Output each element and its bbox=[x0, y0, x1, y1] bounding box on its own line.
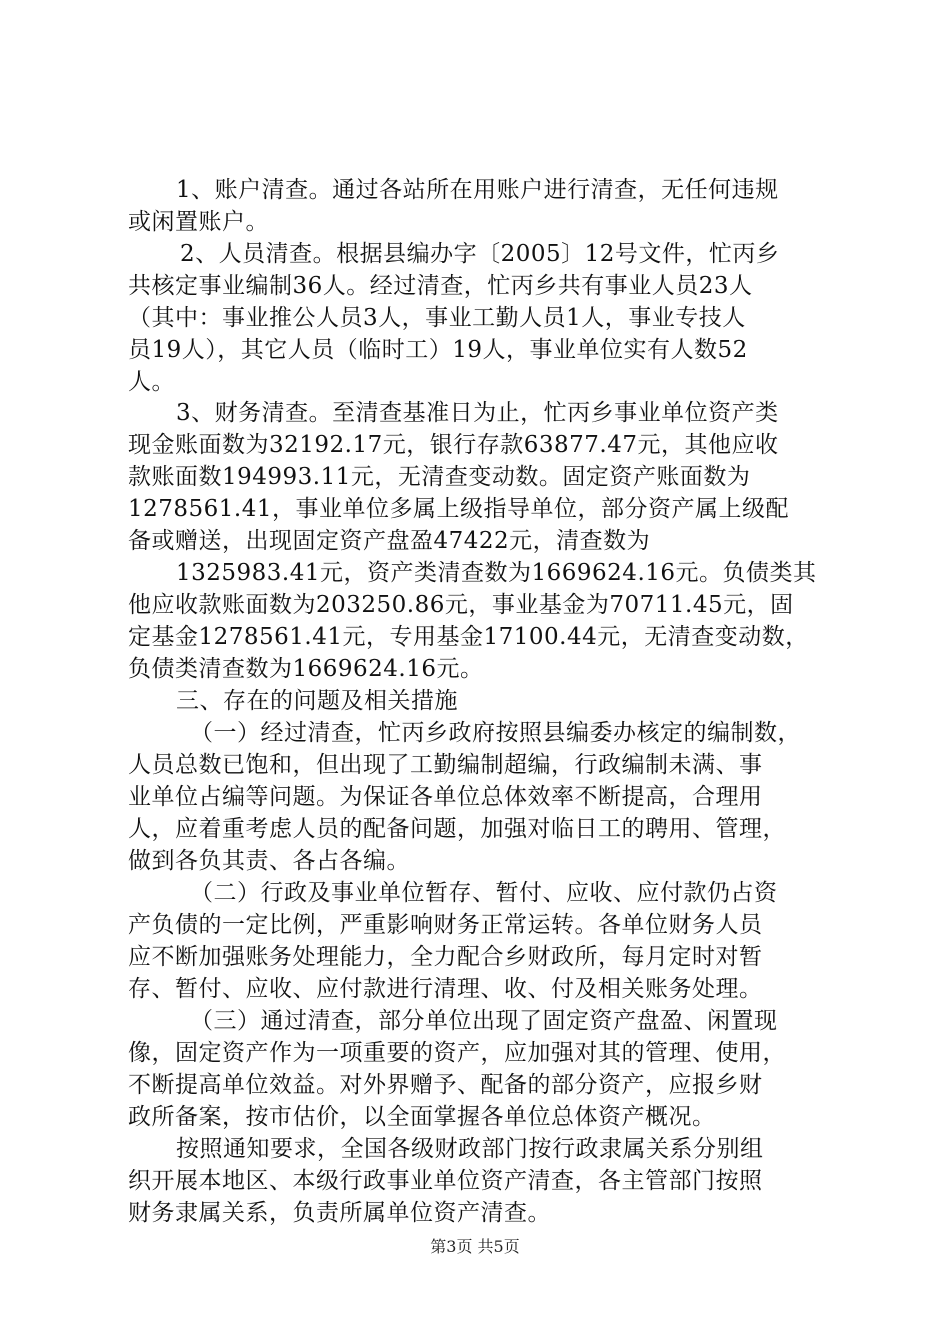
body-line: 像，固定资产作为一项重要的资产，应加强对其的管理、使用， bbox=[128, 1040, 786, 1066]
section-heading: 三、存在的问题及相关措施 bbox=[176, 688, 458, 714]
body-line: 1278561.41，事业单位多属上级指导单位，部分资产属上级配 bbox=[128, 496, 790, 522]
body-line: 负债类清查数为1669624.16元。 bbox=[128, 656, 484, 682]
body-line: 1325983.41元，资产类清查数为1669624.16元。负债类其 bbox=[176, 560, 817, 586]
body-line: （三）通过清查，部分单位出现了固定资产盘盈、闲置现 bbox=[190, 1008, 778, 1034]
body-line: 政所备案，按市估价，以全面掌握各单位总体资产概况。 bbox=[128, 1104, 716, 1130]
body-line: 备或赠送，出现固定资产盘盈47422元，清查数为 bbox=[128, 528, 651, 554]
body-line: （二）行政及事业单位暂存、暂付、应收、应付款仍占资 bbox=[190, 880, 778, 906]
body-line: 现金账面数为32192.17元，银行存款63877.47元，其他应收 bbox=[128, 432, 779, 458]
body-line: 按照通知要求，全国各级财政部门按行政隶属关系分别组 bbox=[176, 1136, 764, 1162]
body-line: 业单位占编等问题。为保证各单位总体效率不断提高，合理用 bbox=[128, 784, 763, 810]
body-line: 3、财务清查。至清查基准日为止，忙丙乡事业单位资产类 bbox=[176, 400, 779, 426]
body-line: 应不断加强账务处理能力，全力配合乡财政所，每月定时对暂 bbox=[128, 944, 763, 970]
body-line: 共核定事业编制36人。经过清查，忙丙乡共有事业人员23人 bbox=[128, 273, 753, 299]
body-line: 财务隶属关系，负责所属单位资产清查。 bbox=[128, 1200, 551, 1226]
body-line: 1、账户清查。通过各站所在用账户进行清查，无任何违规 bbox=[176, 177, 779, 203]
body-line: 产负债的一定比例，严重影响财务正常运转。各单位财务人员 bbox=[128, 912, 763, 938]
body-line: 人员总数已饱和，但出现了工勤编制超编，行政编制未满、事 bbox=[128, 752, 763, 778]
body-line: 织开展本地区、本级行政事业单位资产清查，各主管部门按照 bbox=[128, 1168, 763, 1194]
body-line: 他应收款账面数为203250.86元，事业基金为70711.45元，固 bbox=[128, 592, 794, 618]
body-line: 不断提高单位效益。对外界赠予、配备的部分资产，应报乡财 bbox=[128, 1072, 763, 1098]
body-line: 员19人），其它人员（临时工）19人，事业单位实有人数52 bbox=[128, 337, 748, 363]
body-line: 存、暂付、应收、应付款进行清理、收、付及相关账务处理。 bbox=[128, 976, 763, 1002]
body-line: （其中：事业推公人员3人，事业工勤人员1人，事业专技人 bbox=[128, 305, 746, 331]
page-indicator: 第3页 共5页 bbox=[430, 1237, 520, 1256]
body-line: （一）经过清查，忙丙乡政府按照县编委办核定的编制数， bbox=[190, 720, 801, 746]
body-line: 款账面数194993.11元，无清查变动数。固定资产账面数为 bbox=[128, 464, 751, 490]
body-line: 做到各负其责、各占各编。 bbox=[128, 848, 410, 874]
body-line: 人，应着重考虑人员的配备问题，加强对临日工的聘用、管理， bbox=[128, 816, 786, 842]
body-line: 或闲置账户。 bbox=[128, 209, 269, 235]
body-line: 2、人员清查。根据县编办字〔2005〕12号文件，忙丙乡 bbox=[180, 241, 780, 267]
body-line: 人。 bbox=[128, 369, 175, 395]
body-line: 定基金1278561.41元，专用基金17100.44元，无清查变动数， bbox=[128, 624, 809, 650]
